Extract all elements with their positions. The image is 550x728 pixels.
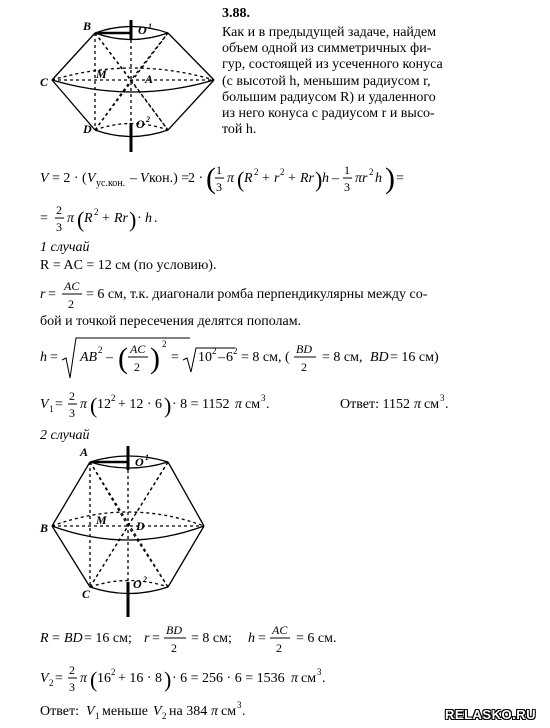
svg-text:π: π xyxy=(211,704,219,719)
label-O2-sub: 2 xyxy=(146,115,150,124)
problem-statement xyxy=(222,25,458,138)
figure-1-solid xyxy=(38,18,220,158)
svg-text:V: V xyxy=(40,171,49,186)
watermark: RELASKO.RU xyxy=(445,707,536,722)
svg-text:π: π xyxy=(235,397,243,412)
svg-text:(: ( xyxy=(206,162,216,195)
svg-text:): ) xyxy=(164,667,172,692)
svg-text:.: . xyxy=(154,211,158,226)
svg-text:3: 3 xyxy=(69,680,75,694)
case1-line3: бой и точкой пересечения делятся пополам. xyxy=(40,314,302,329)
svg-text:на 384: на 384 xyxy=(169,704,208,719)
svg-text:BD: BD xyxy=(166,623,182,637)
svg-text:V: V xyxy=(140,171,149,186)
svg-text:.: . xyxy=(445,397,449,412)
svg-text:2: 2 xyxy=(69,663,75,677)
svg-text:3: 3 xyxy=(317,667,322,677)
svg-text:2: 2 xyxy=(98,345,103,355)
svg-text:+: + xyxy=(102,211,110,226)
svg-text:h: h xyxy=(375,171,382,186)
svg-text:2: 2 xyxy=(94,207,99,217)
svg-text:2: 2 xyxy=(68,297,74,311)
case1-line1: R = AC = 12 см (по условию). xyxy=(40,258,217,273)
svg-text:): ) xyxy=(315,167,323,192)
label-A: A xyxy=(145,72,154,86)
svg-text:=: = xyxy=(48,287,56,302)
svg-text:Rr: Rr xyxy=(300,171,314,186)
svg-text:V: V xyxy=(87,171,96,186)
svg-text:π: π xyxy=(291,671,299,686)
svg-text:h: h xyxy=(145,211,152,226)
svg-text:=: = xyxy=(40,211,48,226)
statement-line: из него конуса с радиусом r и высо- xyxy=(222,106,435,122)
case2-heading: 2 случай xyxy=(40,428,90,443)
svg-text:1: 1 xyxy=(216,163,222,177)
svg-text:AC: AC xyxy=(130,342,146,356)
label-M: M xyxy=(96,513,107,527)
statement-line: (с высотой h, меньшим радиусом r, xyxy=(222,73,431,89)
svg-text:12: 12 xyxy=(97,397,111,412)
svg-text:16: 16 xyxy=(97,671,111,686)
svg-text:r: r xyxy=(40,287,46,302)
svg-text:см: см xyxy=(221,704,237,719)
svg-text:): ) xyxy=(150,342,160,375)
svg-text:π: π xyxy=(227,171,235,186)
svg-text:см: см xyxy=(301,671,317,686)
svg-text:= 2 · (: = 2 · ( xyxy=(52,171,87,186)
svg-text:· 6 = 256 · 6 = 1536: · 6 = 256 · 6 = 1536 xyxy=(172,671,285,686)
svg-text:2 ·: 2 · xyxy=(188,171,204,186)
svg-text:–: – xyxy=(130,171,137,186)
svg-text:·: · xyxy=(137,211,142,226)
svg-text:=: = xyxy=(55,671,63,686)
svg-text:h: h xyxy=(322,171,329,186)
svg-text:6: 6 xyxy=(226,350,233,365)
case1-heading: 1 случай xyxy=(40,240,90,255)
svg-text:2: 2 xyxy=(301,360,307,374)
svg-text:=: = xyxy=(396,171,404,186)
svg-text:+ 12 · 6: + 12 · 6 xyxy=(118,397,163,412)
svg-text:): ) xyxy=(129,207,137,232)
svg-text:BD: BD xyxy=(296,342,312,356)
svg-text:2: 2 xyxy=(49,678,54,688)
svg-text:2: 2 xyxy=(276,641,282,655)
svg-text:AB: AB xyxy=(80,350,98,365)
svg-text:=: = xyxy=(258,631,266,646)
svg-text:3: 3 xyxy=(261,393,266,403)
svg-text:V: V xyxy=(40,397,49,412)
svg-text:.: . xyxy=(322,671,326,686)
svg-text:2: 2 xyxy=(162,339,167,349)
svg-text:ус.кон.: ус.кон. xyxy=(96,178,126,189)
svg-text:R: R xyxy=(84,211,93,226)
svg-text:= 16 см;: = 16 см; xyxy=(84,631,132,646)
svg-text:(: ( xyxy=(77,207,85,232)
svg-text:V: V xyxy=(86,704,95,719)
svg-text:AC: AC xyxy=(64,279,80,293)
svg-text:3: 3 xyxy=(56,220,62,234)
case1-line2: = 6 см, т.к. диагонали ромба перпендикулярны между со- xyxy=(86,287,428,302)
label-B: B xyxy=(40,521,49,535)
svg-text:3: 3 xyxy=(440,393,445,403)
svg-text:= 8 см,: = 8 см, xyxy=(322,350,363,365)
label-O2-sub: 2 xyxy=(143,575,147,584)
svg-text:10: 10 xyxy=(198,350,212,365)
svg-text:2: 2 xyxy=(233,346,238,356)
svg-text:): ) xyxy=(164,393,172,418)
svg-text:π: π xyxy=(414,397,422,412)
svg-text:2: 2 xyxy=(111,667,116,677)
statement-line: гур, состоящей из усеченного конуса xyxy=(222,57,443,73)
svg-text:2: 2 xyxy=(280,167,285,177)
svg-text:кон.) =: кон.) = xyxy=(149,171,190,186)
label-D: D xyxy=(136,519,145,533)
svg-text:Ответ: 1152: Ответ: 1152 xyxy=(340,397,410,412)
svg-text:π: π xyxy=(67,211,75,226)
case1-v1 xyxy=(40,386,520,426)
svg-text:r: r xyxy=(274,171,280,186)
label-B: B xyxy=(83,19,92,33)
svg-text:3: 3 xyxy=(69,406,75,420)
problem-number: 3.88. xyxy=(222,6,250,21)
svg-text:=: = xyxy=(55,397,63,412)
svg-text:+ 16 · 8: + 16 · 8 xyxy=(118,671,163,686)
svg-text:(: ( xyxy=(90,667,98,692)
svg-text:π: π xyxy=(80,671,88,686)
svg-text:= 6 см.: = 6 см. xyxy=(296,631,337,646)
svg-text:1: 1 xyxy=(344,163,350,177)
svg-text:(: ( xyxy=(90,393,98,418)
label-A: A xyxy=(80,445,89,459)
svg-text:+: + xyxy=(288,171,296,186)
svg-text:2: 2 xyxy=(254,167,259,177)
svg-text:3: 3 xyxy=(216,180,222,194)
svg-text:2: 2 xyxy=(212,346,217,356)
svg-text:(: ( xyxy=(118,342,128,375)
svg-text:2: 2 xyxy=(111,393,116,403)
svg-text:см: см xyxy=(424,397,440,412)
svg-text:=: = xyxy=(52,631,60,646)
case1-h-formula xyxy=(40,334,460,384)
svg-text:(: ( xyxy=(237,167,245,192)
label-O2: O xyxy=(133,577,142,591)
label-M: M xyxy=(96,67,107,81)
svg-text:h: h xyxy=(40,350,47,365)
label-O1: O xyxy=(138,23,147,37)
statement-line: Как и в предыдущей задаче, найдем xyxy=(222,25,437,40)
figure-2-solid xyxy=(38,442,220,622)
svg-text:=: = xyxy=(152,631,160,646)
svg-text:=: = xyxy=(50,350,58,365)
svg-text:см: см xyxy=(245,397,261,412)
label-O1-sub: 1 xyxy=(145,453,149,462)
svg-text:–: – xyxy=(106,350,113,365)
svg-text:Rr: Rr xyxy=(114,211,128,226)
svg-text:3: 3 xyxy=(237,700,242,710)
svg-text:r: r xyxy=(144,631,150,646)
svg-text:2: 2 xyxy=(171,641,177,655)
case2-answer xyxy=(40,698,300,724)
formula-v-line2 xyxy=(40,200,220,238)
svg-text:· 8 = 1152: · 8 = 1152 xyxy=(172,397,230,412)
label-D: D xyxy=(83,122,92,136)
statement-line: той h. xyxy=(222,122,257,138)
svg-text:πr: πr xyxy=(355,171,368,186)
svg-text:2: 2 xyxy=(56,203,62,217)
label-O1: O xyxy=(135,455,144,469)
svg-text:BD: BD xyxy=(64,631,83,646)
svg-text:): ) xyxy=(385,162,395,195)
svg-text:= 8 см, (: = 8 см, ( xyxy=(241,350,290,365)
svg-text:1: 1 xyxy=(95,711,100,721)
label-O1-sub: 1 xyxy=(148,22,152,31)
formula-v-line1 xyxy=(40,160,420,200)
svg-text:= 16 см): = 16 см) xyxy=(390,350,439,365)
svg-text:π: π xyxy=(80,397,88,412)
svg-text:1: 1 xyxy=(49,404,54,414)
case2-line1 xyxy=(40,620,400,660)
svg-text:меньше: меньше xyxy=(102,704,148,719)
svg-text:2: 2 xyxy=(134,360,140,374)
statement-line: объем одной из симметричных фи- xyxy=(222,41,432,57)
svg-text:Ответ:: Ответ: xyxy=(40,704,79,719)
svg-text:V: V xyxy=(40,671,49,686)
svg-text:R: R xyxy=(244,171,253,186)
svg-text:BD: BD xyxy=(370,350,389,365)
svg-text:=: = xyxy=(171,350,179,365)
svg-text:V: V xyxy=(153,704,162,719)
svg-text:3: 3 xyxy=(344,180,350,194)
svg-text:–: – xyxy=(332,171,339,186)
label-C: C xyxy=(82,587,91,601)
svg-text:2: 2 xyxy=(162,711,167,721)
svg-text:.: . xyxy=(266,397,270,412)
svg-text:h: h xyxy=(248,631,255,646)
case2-v2 xyxy=(40,660,420,700)
label-C: C xyxy=(40,75,49,89)
svg-text:+: + xyxy=(262,171,270,186)
svg-text:2: 2 xyxy=(369,167,374,177)
svg-text:AC: AC xyxy=(272,623,288,637)
svg-text:–: – xyxy=(218,350,225,365)
svg-text:.: . xyxy=(242,704,246,719)
svg-text:R: R xyxy=(40,631,49,646)
statement-line: большим радиусом R) и удаленного xyxy=(222,89,436,105)
svg-text:2: 2 xyxy=(69,389,75,403)
label-O2: O xyxy=(136,117,145,131)
svg-text:= 8 см;: = 8 см; xyxy=(191,631,232,646)
